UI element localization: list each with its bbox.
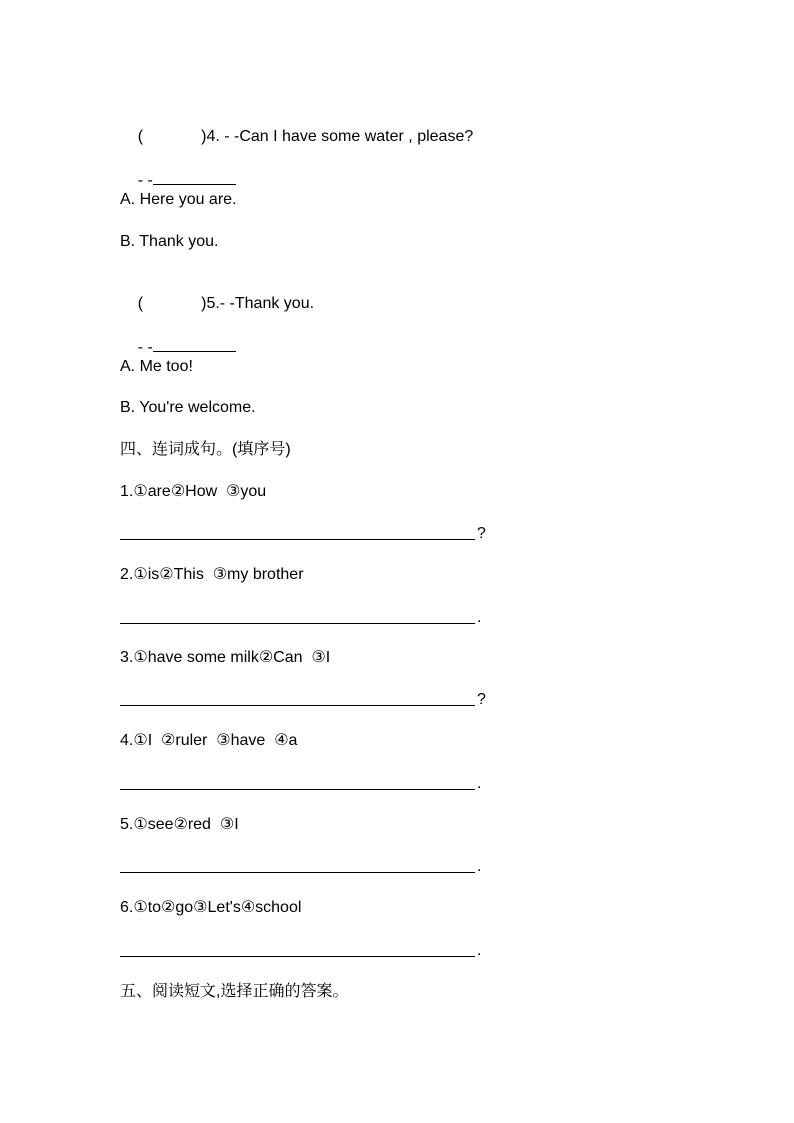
sentence-end-mark: ? <box>477 691 486 708</box>
option-b: B. You're welcome. <box>120 399 256 416</box>
question-number: )4. <box>201 128 220 145</box>
sentence-item-label: 6.①to②go③Let's④school <box>120 899 302 916</box>
sentence-item-label: 3.①have some milk②Can ③I <box>120 649 331 666</box>
answer-rule <box>120 539 475 540</box>
answer-paren-open: ( <box>137 295 144 312</box>
option-a: A. Me too! <box>120 358 193 375</box>
sentence-item-label: 5.①see②red ③I <box>120 816 239 833</box>
answer-rule <box>120 623 475 624</box>
sentence-item-label: 4.①I ②ruler ③have ④a <box>120 732 298 749</box>
sentence-end-mark: . <box>477 609 482 626</box>
section-title: 五、阅读短文,选择正确的答案。 <box>120 983 349 1000</box>
answer-paren-open: ( <box>137 128 144 145</box>
reply-dashes: - - <box>137 172 153 189</box>
section-title: 四、连词成句。(填序号) <box>120 441 291 458</box>
question-number: )5. <box>201 295 220 312</box>
question-prompt: - -Can I have some water , please? <box>219 128 474 145</box>
sentence-end-mark: . <box>477 858 482 875</box>
answer-line[interactable] <box>120 855 500 877</box>
answer-line[interactable] <box>120 688 500 710</box>
sentence-end-mark: ? <box>477 525 486 542</box>
question-prompt: - -Thank you. <box>219 295 315 312</box>
sentence-end-mark: . <box>477 775 482 792</box>
reply-dashes: - - <box>137 339 153 356</box>
sentence-item-label: 1.①are②How ③you <box>120 483 267 500</box>
answer-line[interactable] <box>120 772 500 794</box>
option-a: A. Here you are. <box>120 191 237 208</box>
answer-rule <box>120 789 475 790</box>
answer-line[interactable] <box>120 522 500 544</box>
reply-blank[interactable] <box>153 170 236 185</box>
sentence-end-mark: . <box>477 942 482 959</box>
reply-blank[interactable] <box>153 337 236 352</box>
answer-rule <box>120 705 475 706</box>
answer-rule <box>120 872 475 873</box>
sentence-item-label: 2.①is②This ③my brother <box>120 566 304 583</box>
answer-rule <box>120 956 475 957</box>
answer-line[interactable] <box>120 606 500 628</box>
option-b: B. Thank you. <box>120 233 219 250</box>
answer-line[interactable] <box>120 939 500 961</box>
